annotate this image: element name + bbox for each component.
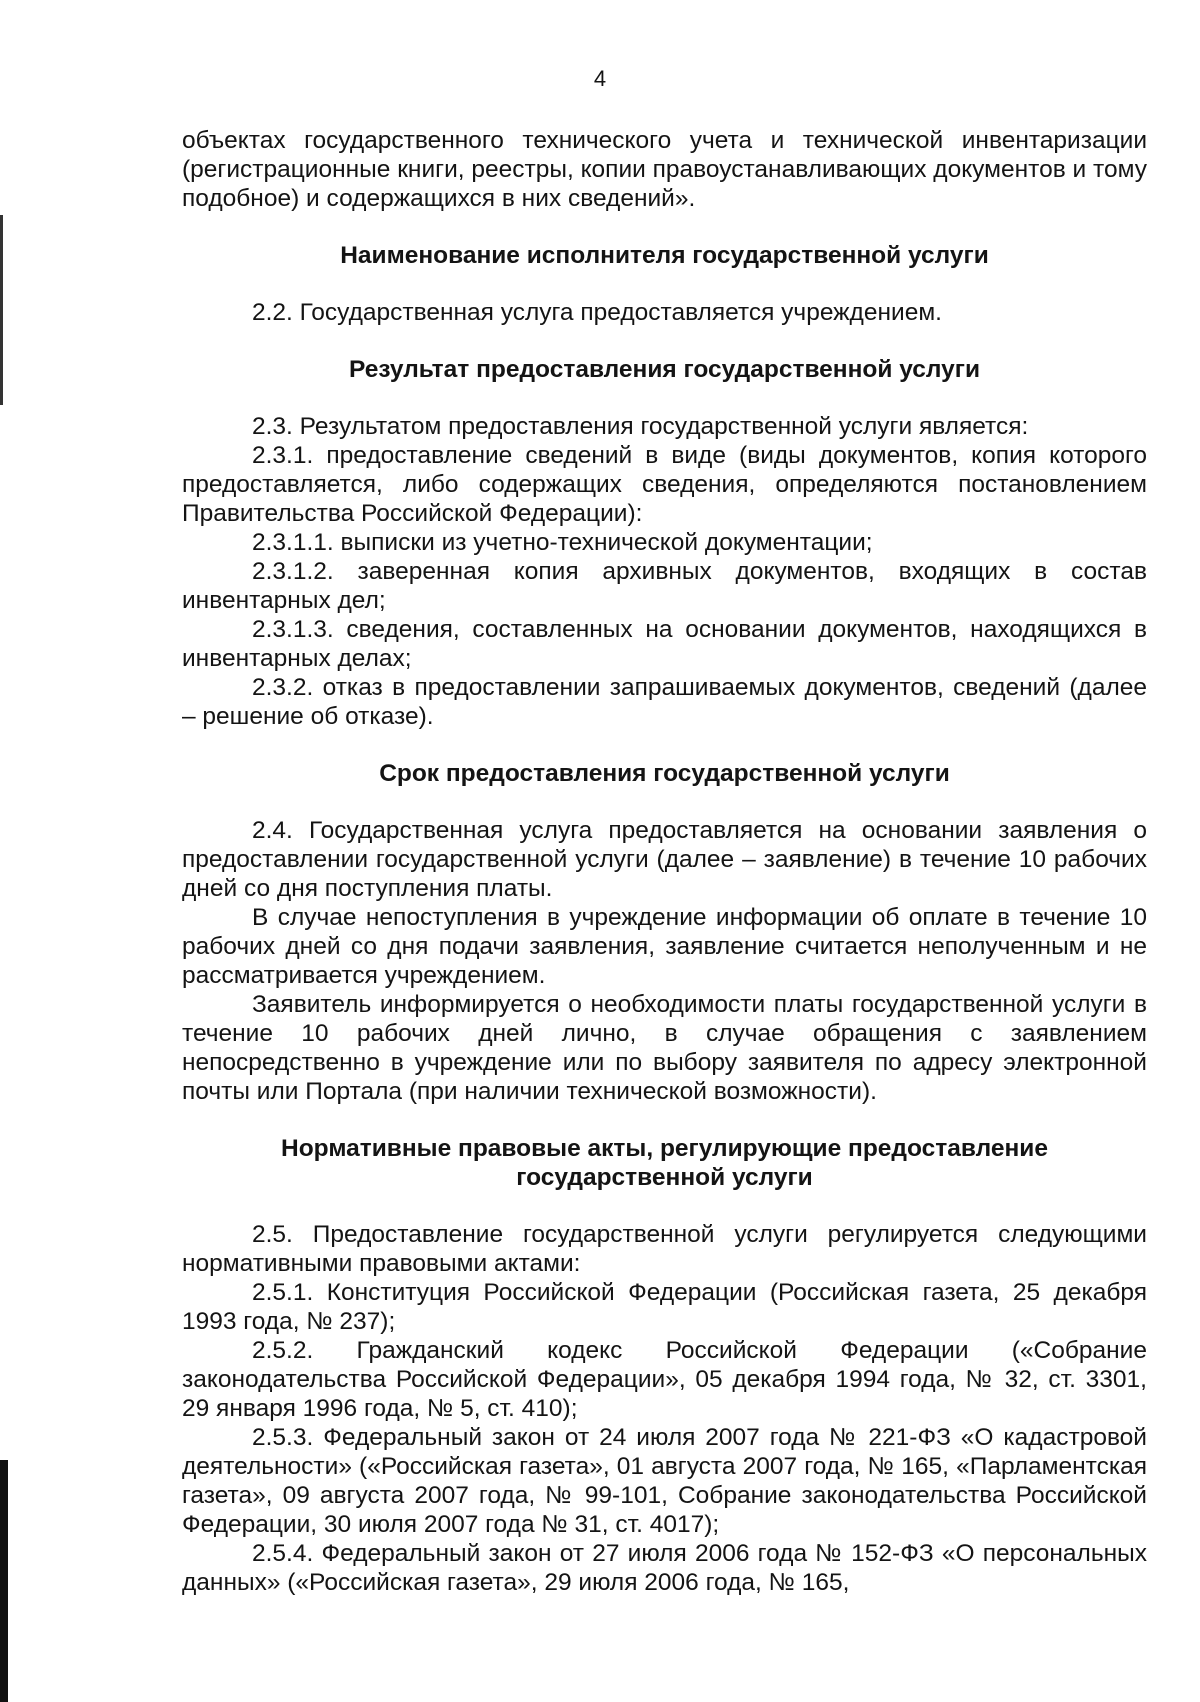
paragraph-2-3-1-3: 2.3.1.3. сведения, составленных на основании документов, находящихся в инвентарных делах; xyxy=(182,616,1147,672)
paragraph-2-3-1-2: 2.3.1.2. заверенная копия архивных документов, входящих в состав инвентарных дел; xyxy=(182,558,1147,614)
section-heading-legal-acts: Нормативные правовые акты, регулирующие предоставление государственной услуги xyxy=(281,1135,1048,1191)
paragraph-2-5: 2.5. Предоставление государственной услуги регулируется следующими нормативными правовыми актами: xyxy=(182,1221,1147,1277)
paragraph-2-3: 2.3. Результатом предоставления государственной услуги является: xyxy=(252,413,1029,440)
paragraph-2-3-2: 2.3.2. отказ в предоставлении запрашиваемых документов, сведений (далее – решение об отказе). xyxy=(182,674,1147,730)
paragraph-non-payment: В случае непоступления в учреждение информации об оплате в течение 10 рабочих дней со дня подачи заявления, заявление считается неполученным и не рассматривается учреждением. xyxy=(182,904,1147,989)
paragraph-2-4: 2.4. Государственная услуга предоставляется на основании заявления о предоставлении государственной услуги (далее – заявление) в течение 10 рабочих дней со дня поступления платы. xyxy=(182,817,1147,902)
paragraph-2-3-1-1: 2.3.1.1. выписки из учетно-технической документации; xyxy=(252,529,873,556)
paragraph-2-5-1: 2.5.1. Конституция Российской Федерации (Российская газета, 25 декабря 1993 года, № 237); xyxy=(182,1279,1147,1335)
scan-edge-mark xyxy=(0,215,3,405)
paragraph-continuation: объектах государственного технического учета и технической инвентаризации (регистрационные книги, реестры, копии правоустанавливающих документов и тому подобное) и содержащихся в них сведений». xyxy=(182,127,1147,212)
paragraph-2-2: 2.2. Государственная услуга предоставляется учреждением. xyxy=(252,299,942,326)
paragraph-2-3-1: 2.3.1. предоставление сведений в виде (виды документов, копия которого предоставляется, либо содержащих сведения, определяются постановлением Правительства Российской Федерации): xyxy=(182,442,1147,527)
page-number: 4 xyxy=(593,66,607,91)
paragraph-applicant-informed: Заявитель информируется о необходимости платы государственной услуги в течение 10 рабочих дней лично, в случае обращения с заявлением непосредственно в учреждение или по выбору заявителя по адресу электронной почты или Портала (при наличии технической возможности). xyxy=(182,991,1147,1105)
paragraph-2-5-4: 2.5.4. Федеральный закон от 27 июля 2006 года № 152-ФЗ «О персональных данных» («Российская газета», 29 июля 2006 года, № 165, xyxy=(182,1540,1147,1596)
document-body xyxy=(182,126,1147,1597)
section-heading-executor: Наименование исполнителя государственной услуги xyxy=(340,242,989,269)
scan-edge-shadow xyxy=(0,1460,8,1702)
section-heading-term: Срок предоставления государственной услуги xyxy=(379,760,950,787)
section-heading-result: Результат предоставления государственной услуги xyxy=(348,356,981,383)
paragraph-2-5-2: 2.5.2. Гражданский кодекс Российской Федерации («Собрание законодательства Российской Федерации», 05 декабря 1994 года, № 32, ст. 3301, 29 января 1996 года, № 5, ст. 410); xyxy=(182,1337,1147,1422)
paragraph-2-5-3: 2.5.3. Федеральный закон от 24 июля 2007 года № 221-ФЗ «О кадастровой деятельности» («Российская газета», 01 августа 2007 года, № 165, «Парламентская газета», 09 августа 2007 года, № 99-101, Собрание законодательства Российской Федерации, 30 июля 2007 года № 31, ст. 4017); xyxy=(182,1424,1147,1538)
